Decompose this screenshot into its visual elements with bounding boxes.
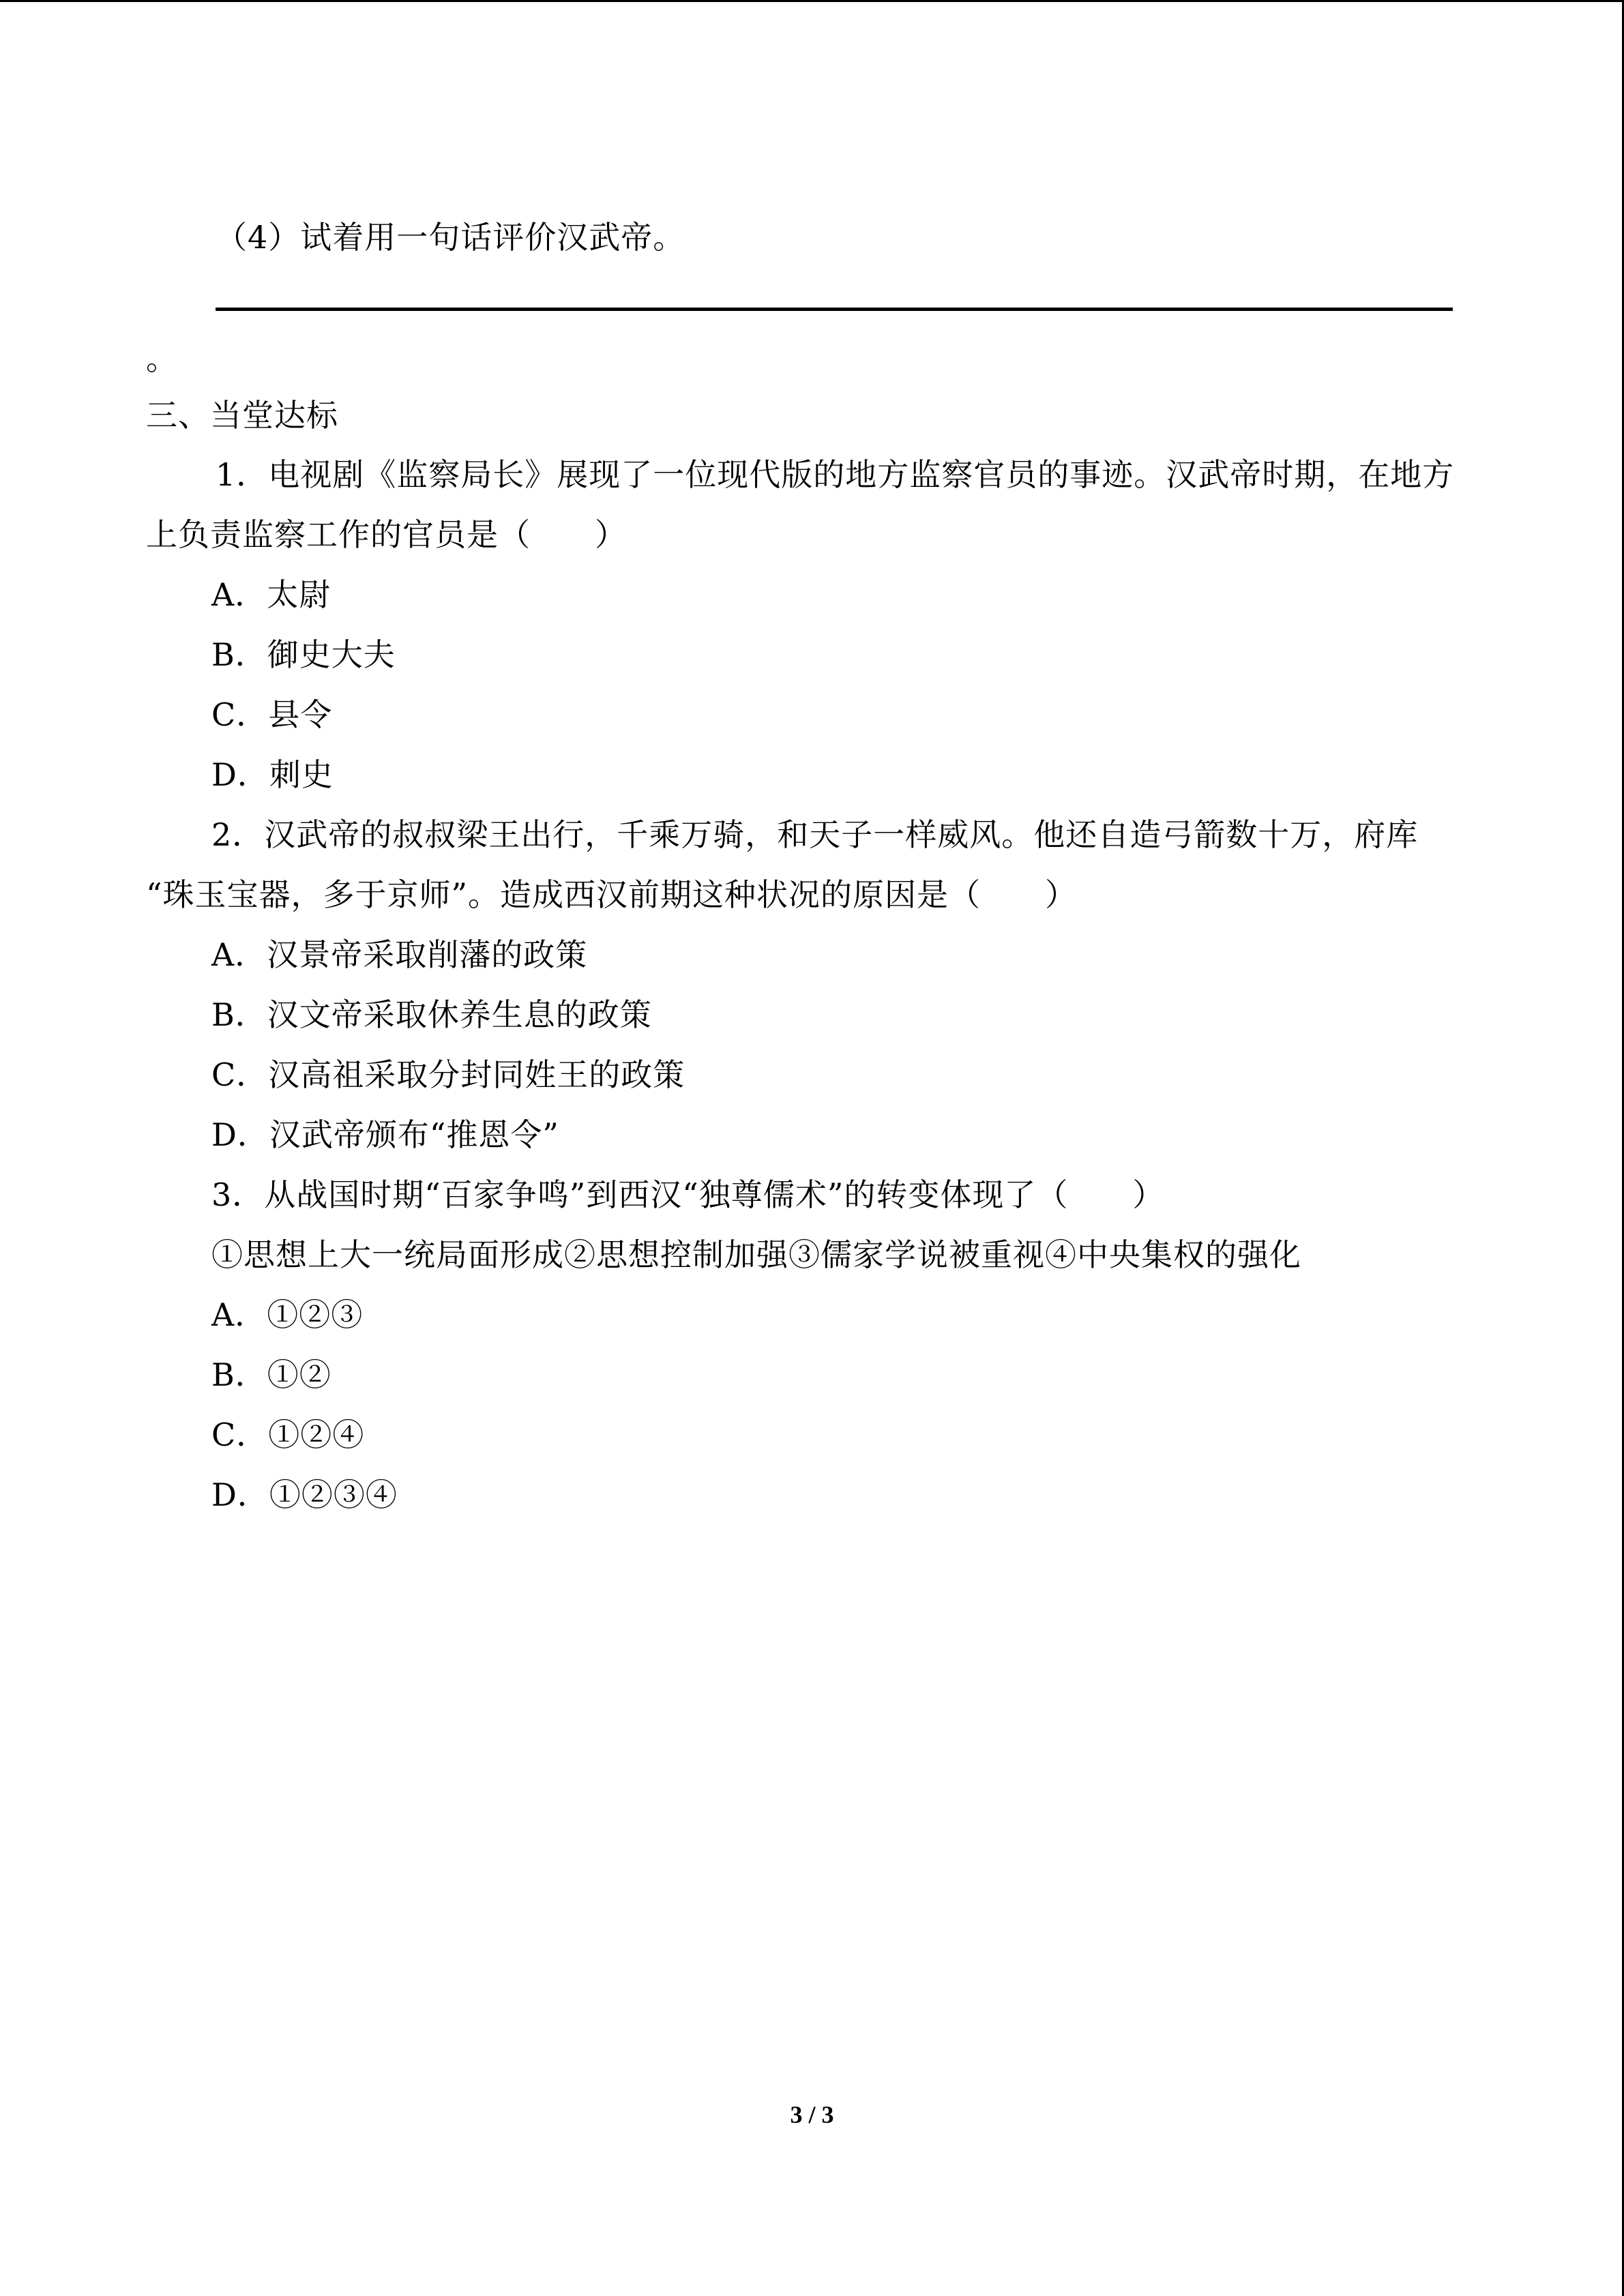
question-1-option-a: A．太尉: [211, 576, 331, 613]
page-border-top: [0, 0, 1624, 2]
question-1-option-c: C．县令: [211, 696, 333, 733]
question-3-option-c: C．①②④: [211, 1416, 365, 1453]
question-1-stem-line1: 1．电视剧《监察局长》展现了一位现代版的地方监察官员的事迹。汉武帝时期，在地方: [216, 456, 1455, 493]
question-3-stem-line1: 3．从战国时期“百家争鸣”到西汉“独尊儒术”的转变体现了（ ）: [211, 1176, 1165, 1213]
question-3-option-a: A．①②③: [211, 1296, 364, 1333]
question-3-statements: ①思想上大一统局面形成②思想控制加强③儒家学说被重视④中央集权的强化: [211, 1236, 1301, 1273]
question-2-stem-line1: 2．汉武帝的叔叔梁王出行，千乘万骑，和天子一样威风。他还自造弓箭数十万，府库: [211, 816, 1419, 853]
page-number: 3 / 3: [790, 2101, 834, 2128]
question-2-option-a: A．汉景帝采取削藩的政策: [211, 936, 588, 973]
question-1-option-d: D．刺史: [211, 756, 334, 793]
question-4-prompt: （4）试着用一句话评价汉武帝。: [216, 219, 685, 256]
question-1-stem-line2: 上负责监察工作的官员是（ ）: [146, 516, 627, 553]
question-2-stem-line2: “珠玉宝器，多于京师”。造成西汉前期这种状况的原因是（ ）: [146, 876, 1078, 913]
answer-trailing-mark: 。: [146, 340, 178, 377]
question-2-option-b: B．汉文帝采取休养生息的政策: [211, 996, 652, 1033]
question-2-option-d: D．汉武帝颁布“推恩令”: [211, 1116, 559, 1153]
question-1-option-b: B．御史大夫: [211, 636, 396, 673]
section-title: 三、当堂达标: [146, 397, 338, 434]
question-3-option-b: B．①②: [211, 1356, 331, 1393]
question-3-option-d: D．①②③④: [211, 1476, 398, 1513]
answer-blank-line: [216, 308, 1453, 311]
question-2-option-c: C．汉高祖采取分封同姓王的政策: [211, 1056, 685, 1093]
